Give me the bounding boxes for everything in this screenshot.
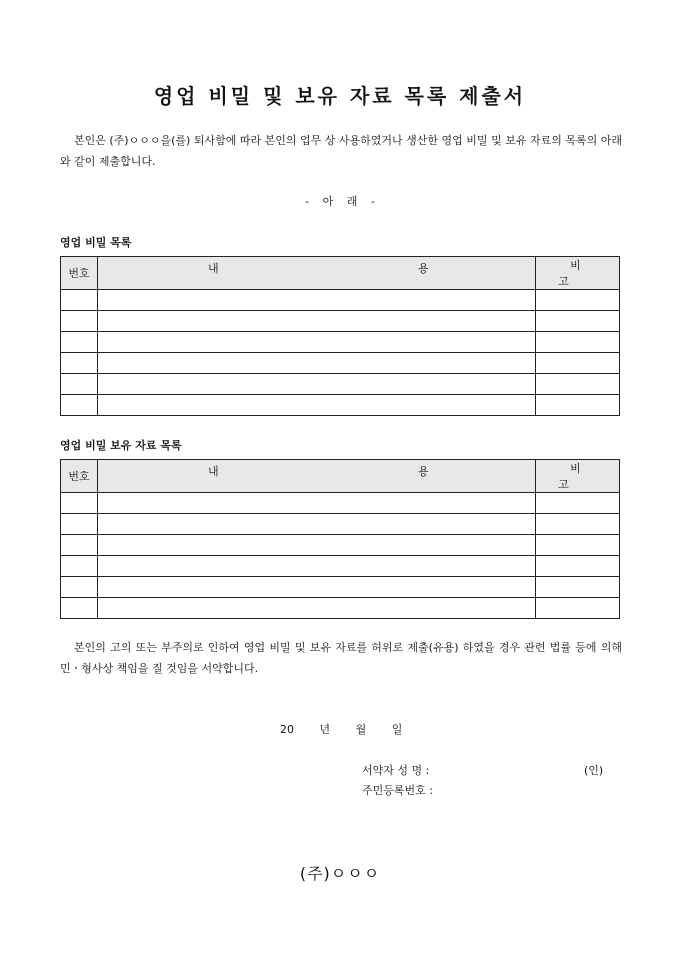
document-title: 영업 비밀 및 보유 자료 목록 제출서 (153, 84, 527, 108)
cell-content[interactable] (98, 395, 536, 416)
table-row (61, 395, 620, 416)
table-row (61, 332, 620, 353)
cell-no[interactable] (61, 311, 98, 332)
cell-no[interactable] (61, 598, 98, 619)
table-body (61, 290, 620, 416)
cell-content[interactable] (98, 556, 536, 577)
table-row (61, 311, 620, 332)
header-bigo: 비고 (536, 460, 620, 493)
cell-bigo[interactable] (536, 556, 620, 577)
cell-no[interactable] (61, 535, 98, 556)
table-row (61, 374, 620, 395)
cell-content[interactable] (98, 290, 536, 311)
header-content-b: 용 (418, 465, 429, 478)
resident-id-label: 주민등록번호 : (362, 784, 433, 797)
cell-bigo[interactable] (536, 353, 620, 374)
held-materials-table (60, 459, 620, 619)
section-title-trade-secrets: 영업 비밀 목록 (60, 236, 132, 249)
cell-no[interactable] (61, 577, 98, 598)
cell-content[interactable] (98, 311, 536, 332)
cell-content[interactable] (98, 374, 536, 395)
signer-name-label: 서약자 성 명 : (362, 764, 430, 777)
section-title-held-materials: 영업 비밀 보유 자료 목록 (60, 439, 182, 452)
header-content (98, 257, 536, 290)
cell-no[interactable] (61, 332, 98, 353)
cell-content[interactable] (98, 493, 536, 514)
header-bigo: 비고 (536, 257, 620, 290)
table-header-row (61, 460, 620, 493)
cell-content[interactable] (98, 577, 536, 598)
cell-content[interactable] (98, 514, 536, 535)
header-content-a: 내 (208, 465, 219, 478)
table-body (61, 493, 620, 619)
date-line: 20 년 월 일 (280, 723, 403, 736)
intro-paragraph: 본인은 (주)ㅇㅇㅇ을(를) 퇴사함에 따라 본인의 업무 상 사용하였거나 생산한 영업 비밀 및 보유 자료의 목록의 아래와 같이 제출합니다. (60, 134, 622, 168)
table-row (61, 577, 620, 598)
cell-no[interactable] (61, 395, 98, 416)
trade-secret-table (60, 256, 620, 416)
header-content-a: 내 (208, 262, 219, 275)
table-row (61, 514, 620, 535)
cell-content[interactable] (98, 353, 536, 374)
arae-label: - 아 래 - (305, 195, 375, 208)
cell-no[interactable] (61, 556, 98, 577)
cell-bigo[interactable] (536, 374, 620, 395)
cell-bigo[interactable] (536, 332, 620, 353)
cell-bigo[interactable] (536, 493, 620, 514)
table-row (61, 353, 620, 374)
table-row (61, 493, 620, 514)
cell-no[interactable] (61, 290, 98, 311)
header-content-b: 용 (418, 262, 429, 275)
cell-bigo[interactable] (536, 311, 620, 332)
cell-bigo[interactable] (536, 514, 620, 535)
cell-bigo[interactable] (536, 577, 620, 598)
cell-content[interactable] (98, 598, 536, 619)
cell-bigo[interactable] (536, 290, 620, 311)
cell-bigo[interactable] (536, 395, 620, 416)
cell-bigo[interactable] (536, 535, 620, 556)
table-row (61, 535, 620, 556)
header-no: 번호 (61, 257, 98, 290)
table-row (61, 290, 620, 311)
company-name: (주)ㅇㅇㅇ (299, 864, 381, 883)
seal-mark: (인) (584, 764, 604, 777)
pledge-paragraph: 본인의 고의 또는 부주의로 인하여 영업 비밀 및 보유 자료를 허위로 제출(유용) 하였을 경우 관련 법률 등에 의해 민ㆍ형사상 책임을 질 것임을 서약합니다. (60, 641, 622, 675)
cell-content[interactable] (98, 535, 536, 556)
table-header-row (61, 257, 620, 290)
cell-no[interactable] (61, 374, 98, 395)
cell-no[interactable] (61, 353, 98, 374)
header-no: 번호 (61, 460, 98, 493)
cell-no[interactable] (61, 493, 98, 514)
header-content (98, 460, 536, 493)
table-row (61, 556, 620, 577)
table-row (61, 598, 620, 619)
cell-no[interactable] (61, 514, 98, 535)
cell-bigo[interactable] (536, 598, 620, 619)
cell-content[interactable] (98, 332, 536, 353)
